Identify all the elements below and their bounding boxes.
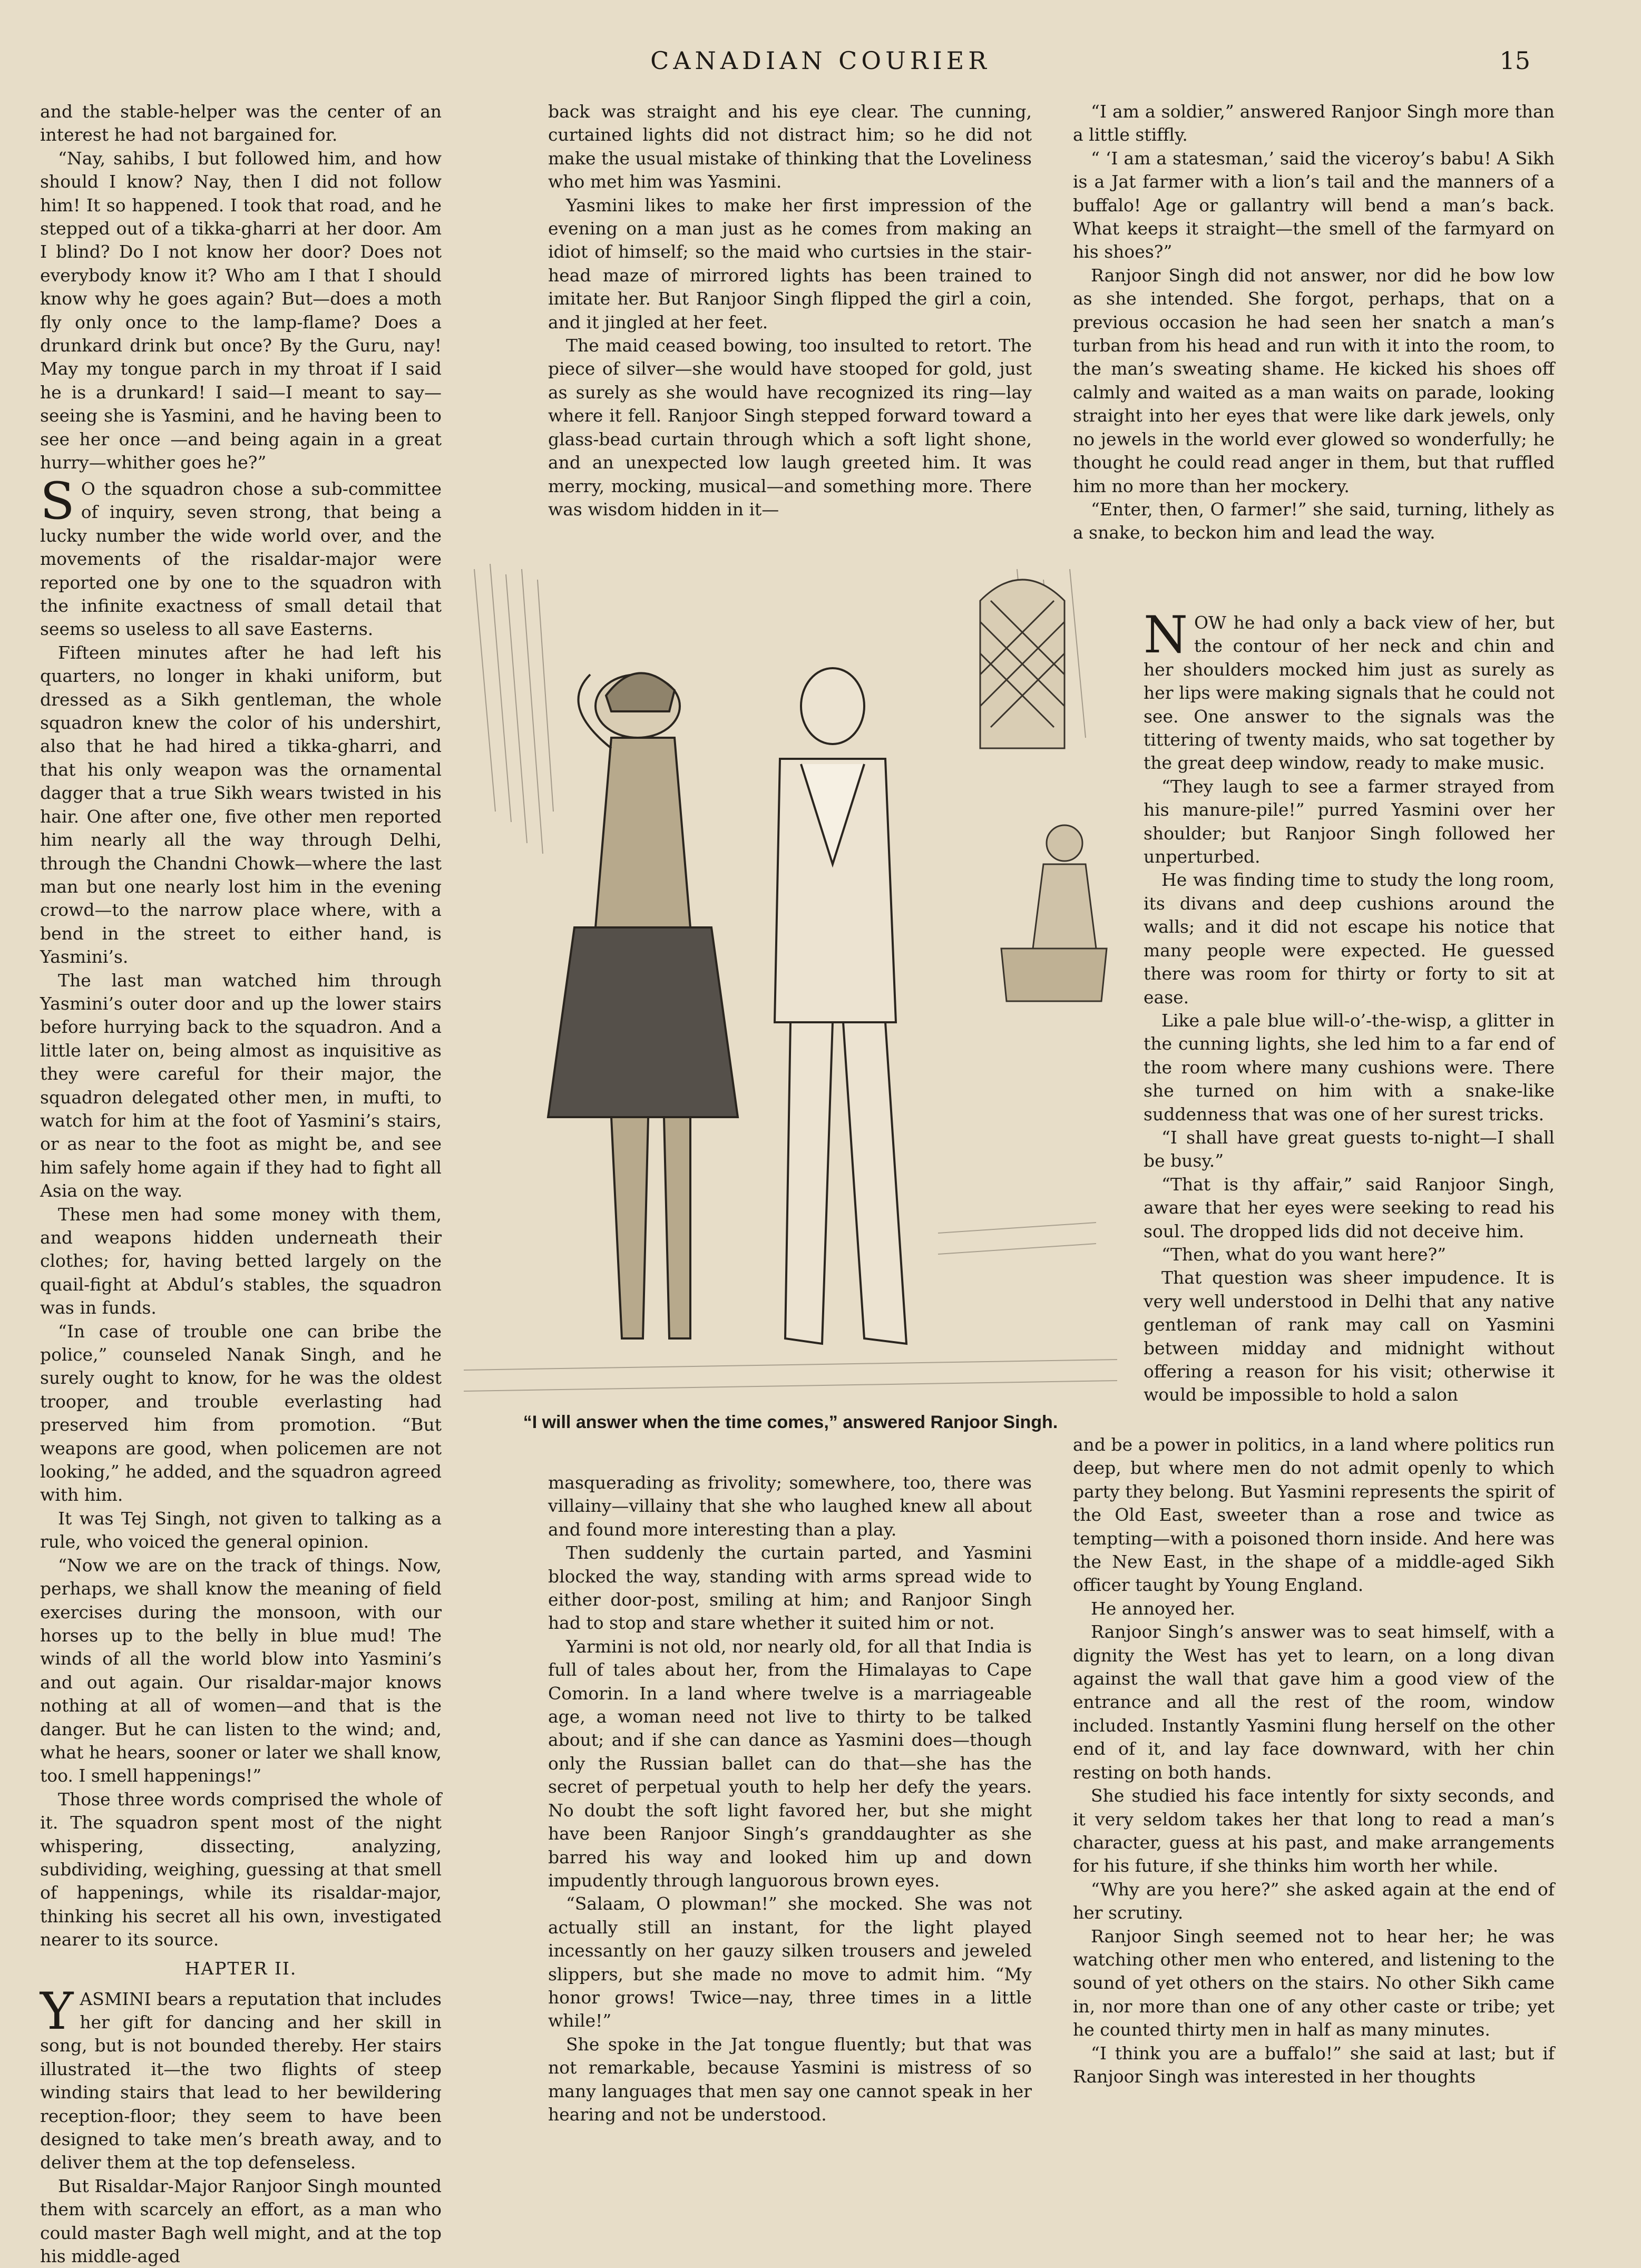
page-number: 15 bbox=[1499, 46, 1530, 75]
column-1-body bbox=[40, 472, 442, 2268]
chapter-heading: HAPTER II. bbox=[184, 1958, 297, 1979]
paragraph: “Why are you here?” she asked again at the end of her scrutiny. bbox=[1073, 1879, 1555, 1923]
paragraph: “I think you are a buffalo!” she said at last; but if Ranjoor Singh was interested in her thoughts bbox=[1073, 2042, 1555, 2087]
paragraph: The last man watched him through Yasmini’s outer door and up the lower stairs before hurrying back to the squadron. And a little later on, being almost as inquisitive as they were careful for their major, the squadron delegated other men, in mufti, to watch for him at the foot of Yasmini’s stairs, or as near to the foot as might be, and see him safely home again if they had to fight all Asia on the way. bbox=[40, 970, 442, 1201]
page-header bbox=[0, 46, 1641, 78]
illustration-caption: “I will answer when the time comes,” answered Ranjoor Singh. bbox=[523, 1412, 1058, 1432]
paragraph: But Risaldar-Major Ranjoor Singh mounted them with scarcely an effort, as a man who could master Bagh well might, and at the top his middle-aged bbox=[40, 2175, 442, 2267]
paragraph: “In case of trouble one can bribe the police,” counseled Nanak Singh, and he surely ought to know, for he was the oldest trooper, and trouble everlasting had preserved him from promotion. “But weapons are good, when policemen are not looking,” he added, and the squadron agreed with him. bbox=[40, 1321, 442, 1506]
paragraph: back was straight and his eye clear. The cunning, curtained lights did not distract him; so he did not make the usual mistake of thinking that the Loveliness who met him was Yasmini. bbox=[548, 101, 1032, 192]
paragraph: “I am a soldier,” answered Ranjoor Singh more than a little stiffly. bbox=[1073, 101, 1555, 145]
paragraph: masquerading as frivolity; somewhere, too, there was villainy—villainy that she who laughed knew all about and found more interesting than a play. bbox=[548, 1472, 1032, 1540]
paragraph: “ ‘I am a statesman,’ said the viceroy’s babu! A Sikh is a Jat farmer with a lion’s tail and the manners of a buffalo! Age or gallantry will bend a man’s back. What keeps it straight—the smell of the farmyard on his shoes?” bbox=[1073, 148, 1555, 262]
illustration-drawing bbox=[464, 548, 1117, 1412]
paragraph: and the stable-helper was the center of an interest he had not bargained for. bbox=[40, 101, 442, 145]
paragraph: Yasmini likes to make her first impression of the evening on a man just as he comes from making an idiot of himself; so the maid who curtsies in the stair-head maze of mirrored lights has been trained to imitate her. But Ranjoor Singh flipped the girl a coin, and it jingled at her feet. bbox=[548, 194, 1032, 333]
paragraph: The maid ceased bowing, too insulted to retort. The piece of silver—she would have stooped for gold, just as surely as she would have recognized its ring—lay where it fell. Ranjoor Singh stepped forward toward a glass-bead curtain through which a soft light shone, and an unexpected low laugh greeted him. It was merry, mocking, musical—and something more. There was wisdom hidden in it— bbox=[548, 335, 1032, 520]
paragraph: Then suddenly the curtain parted, and Yasmini blocked the way, standing with arms spread wide to either door-post, smiling at him; and Ranjoor Singh had to stop and stare whether it suited him or not. bbox=[548, 1542, 1032, 1634]
paragraph: Like a pale blue will-o’-the-wisp, a glitter in the cunning lights, she led him to a far end of the room where many cushions were. There she turned on him with a snake-like suddenness that was one of her surest tricks. bbox=[1144, 1010, 1555, 1125]
column-2-bottom bbox=[548, 1471, 1032, 2126]
paragraph: He was finding time to study the long room, its divans and deep cushions around the walls; and it did not escape his notice that many people were expected. He guessed there was room for thirty or forty to sit at ease. bbox=[1144, 869, 1555, 1008]
paragraph-dropcap: NOW he had only a back view of her, but the contour of her neck and chin and her shoulders mocked him just as surely as her lips were making signals that he could not see. One answer to the signals was the tittering of twenty maids, who sat together by the great deep window, ready to make music. bbox=[1144, 605, 1555, 774]
lattice-window bbox=[980, 580, 1064, 748]
paragraph: and be a power in politics, in a land where politics run deep, but where men do not admit openly to which party they belong. But Yasmini represents the spirit of the Old East, sweeter than a rose and twice as tempting—with a poisoned thorn inside. And here was the New East, in the shape of a middle-aged Sikh officer taught by Young England. bbox=[1073, 1434, 1555, 1596]
paragraph: Ranjoor Singh did not answer, nor did he bow low as she intended. She forgot, perhaps, that on a previous occasion he had seen her snatch a man’s turban from his head and run with it into the room, to the man’s sweating shame. He kicked his shoes off calmly and waited as a man waits on parade, looking straight into her eyes that were like dark jewels, only no jewels in the world ever glowed so wonderfully; he thought he could read anger in them, but that ruffled him no more than her mockery. bbox=[1073, 265, 1555, 496]
column-3-bottom bbox=[1073, 1433, 1555, 2088]
paragraph: “That is thy affair,” said Ranjoor Singh, aware that her eyes were seeking to read his soul. The dropped lids did not deceive him. bbox=[1144, 1174, 1555, 1241]
paragraph: “I shall have great guests to-night—I shall be busy.” bbox=[1144, 1127, 1555, 1171]
paragraph: These men had some money with them, and weapons hidden underneath their clothes; for, having betted largely on the quail-fight at Abdul’s stables, the squadron was in funds. bbox=[40, 1204, 442, 1318]
masthead: CANADIAN COURIER bbox=[650, 46, 991, 75]
paragraph: “Then, what do you want here?” bbox=[1161, 1244, 1447, 1265]
paragraph: “They laugh to see a farmer strayed from his manure-pile!” purred Yasmini over her shoulder; but Ranjoor Singh followed her unperturbed. bbox=[1144, 776, 1555, 867]
paragraph: Fifteen minutes after he had left his quarters, no longer in khaki uniform, but dressed as a Sikh gentleman, the whole squadron knew the color of his undershirt, also that he had hired a tikka-gharri, and that his only weapon was the ornamental dagger that a true Sikh wears twisted in his hair. One after one, five other men reported him nearly all the way through Delhi, through the Chandni Chowk—where the last man but one nearly lost him in the evening crowd—to the narrow place where, with a bend in the street to either hand, is Yasmini’s. bbox=[40, 642, 442, 967]
paragraph: Ranjoor Singh’s answer was to seat himself, with a dignity the West has yet to learn, on a long divan against the wall that gave him a good view of the entrance and all the rest of the room, window included. Instantly Yasmini flung herself on the other end of it, and lay face downward, with her chin resting on both hands. bbox=[1073, 1621, 1555, 1783]
paragraph: That question was sheer impudence. It is very well understood in Delhi that any native gentleman of rank may call on Yasmini between midday and midnight without offering a reason for his visit; otherwise it would be impossible to hold a salon bbox=[1144, 1267, 1555, 1405]
paragraph: Those three words comprised the whole of it. The squadron spent most of the night whispering, dissecting, analyzing, subdividing, weighing, guessing at that smell of happenings, while its risaldar-major, thinking his secret all his own, investigated nearer to its source. bbox=[40, 1788, 442, 1950]
paragraph: Yarmini is not old, nor nearly old, for all that India is full of tales about her, from the Himalayas to Cape Comorin. In a land where twelve is a marriageable age, a woman need not live to thirty to be talked about; and if she can dance as Yasmini does—though only the Russian ballet can do that—she has the secret of perpetual youth to help her defy the years. No doubt the soft light favored her, but she might have been Ranjoor Singh’s granddaughter as she barred his way and looked him up and down impudently through languorous brown eyes. bbox=[548, 1636, 1032, 1891]
paragraph: It was Tej Singh, not given to talking as a rule, who voiced the general opinion. bbox=[40, 1508, 442, 1552]
paragraph: “Salaam, O plowman!” she mocked. She was not actually still an instant, for the light played incessantly on her gauzy silken trousers and jeweled slippers, but she made no move to admit him. “My honor grows! Twice—nay, three times in a little while!” bbox=[548, 1893, 1032, 2031]
paragraph: She studied his face intently for sixty seconds, and it very seldom takes her that long to read a man’s character, guess at his past, and make arrangements for his future, if she thinks him worth her while. bbox=[1073, 1785, 1555, 1876]
paragraph: She spoke in the Jat tongue fluently; but that was not remarkable, because Yasmini is mistress of so many languages that men say one cannot speak in her hearing and not be understood. bbox=[548, 2034, 1032, 2125]
paragraph: Ranjoor Singh seemed not to hear her; he was watching other men who entered, and listening to the sound of yet others on the stairs. No other Sikh came in, nor more than one of any other caste or tribe; yet he counted thirty men in half as many minutes. bbox=[1073, 1925, 1555, 2040]
paragraph: “Now we are on the track of things. Now, perhaps, we shall know the meaning of field exercises during the monsoon, with our horses up to the belly in blue mud! The winds of all the world blow into Yasmini’s and out again. Our risaldar-major knows nothing at all of women—and that is the danger. But he can listen to the wind; and, what he hears, sooner or later we shall know, too. I smell happenings!” bbox=[40, 1555, 442, 1786]
paragraph: “Enter, then, O farmer!” she said, turning, lithely as a snake, to beckon him and lead the way. bbox=[1073, 498, 1555, 543]
column-3-top bbox=[1073, 100, 1555, 545]
column-3-middle bbox=[1144, 605, 1555, 1407]
illustration bbox=[464, 548, 1117, 1449]
column-1-top bbox=[40, 100, 442, 475]
paragraph: “Nay, sahibs, I but followed him, and how should I know? Nay, then I did not follow him! It so happened. I took that road, and he stepped out of a tikka-gharri at her door. Am I blind? Do I not know her door? Does not everybody know it? Who am I that I should know why he goes again? But—does a moth fly only once to the lamp-flame? Does a drunkard drink but once? By the Guru, nay! May my tongue parch in my throat if I said he is a drunkard! I said—I meant to say—seeing she is Yasmini, and he having been to see her once —and being again in a great hurry—whither goes he?” bbox=[40, 148, 442, 473]
paragraph-dropcap: SO the squadron chose a sub-committee of inquiry, seven strong, that being a lucky number the wide world over, and the movements of the risaldar-major were reported one by one to the squadron with the infinite exactness of small detail that seems so useless to all save Easterns. bbox=[40, 472, 442, 640]
paragraph: He annoyed her. bbox=[1091, 1598, 1236, 1619]
column-2-top bbox=[548, 100, 1032, 521]
paragraph-dropcap: YASMINI bears a reputation that includes her gift for dancing and her skill in song, but is not bounded thereby. Her stairs illustrated it—the two flights of steep winding stairs that lead to her bewildering reception-floor; they seem to have been designed to take men’s breath away, and to deliver them at the top defenseless. bbox=[40, 1981, 442, 2173]
